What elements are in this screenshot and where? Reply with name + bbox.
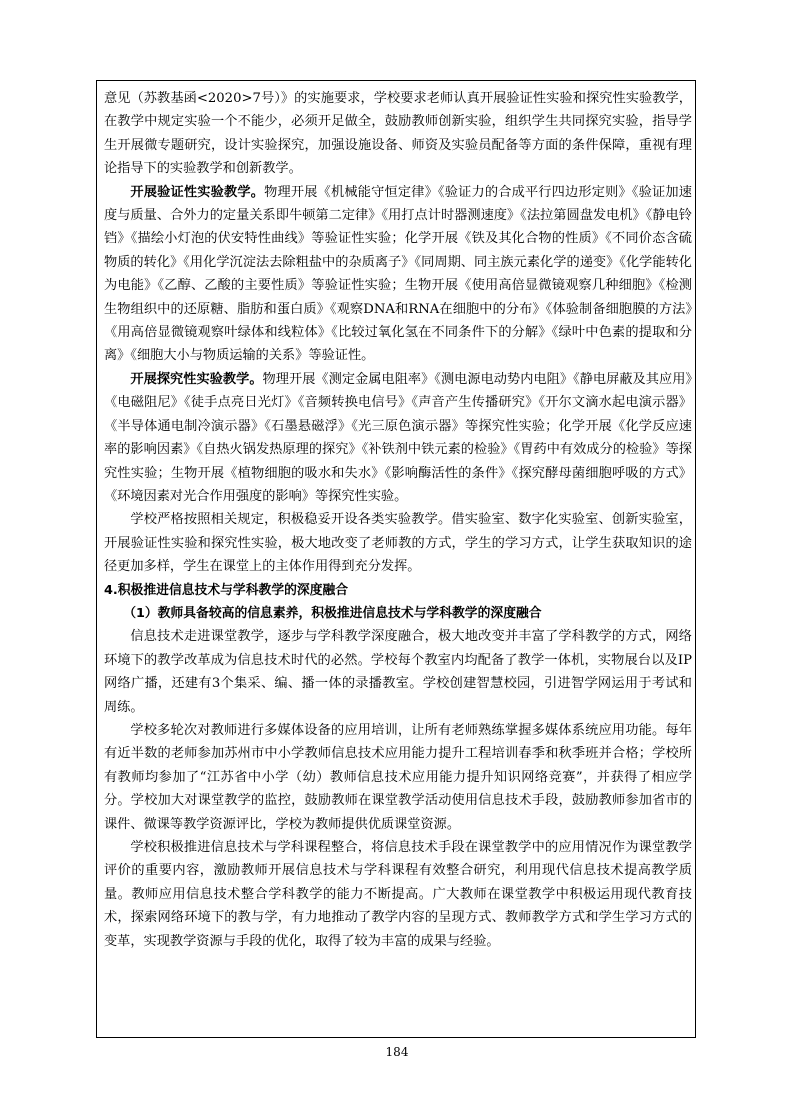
paragraph-teacher-training: 学校多轮次对教师进行多媒体设备的应用培训，让所有老师熟练掌握多媒体系统应用功能。每年有近半数的老师参加苏州市中小学教师信息技术应用能力提升工程培训春季和秋季班并合格；学校所有教师均参加了“江苏省中小学（幼）教师信息技术应用能力提升知识网络竞赛”，并获得了相应学分。学校加大对课堂教学的监控，鼓励教师在课堂教学活动使用信息技术手段，鼓励教师参加省市的课件、微课等教学资源评比，学校为教师提供优质课堂资源。 — [104, 722, 692, 832]
paragraph-lead: 开展验证性实验教学。 — [130, 184, 265, 200]
subsection-heading: （1）教师具备较高的信息素养，积极推进信息技术与学科教学的深度融合 — [123, 605, 542, 621]
page-number: 184 — [385, 1045, 409, 1059]
paragraph-text: 意见（苏教基函<2020>7号）》的实施要求，学校要求老师认真开展验证性实验和探究性实验教学，在教学中规定实验一个不能少，必须开足做全，鼓励教师创新实验，组织学生共同探究实验，指导学生开展微专题研究，设计实验探究，加强设施设备、师资及实验员配备等方面的条件保障，重视有理论指导下的实验教学和创新教学。 — [104, 91, 692, 177]
section-heading: 4.积极推进信息技术与学科教学的深度融合 — [104, 582, 349, 598]
paragraph-text: 物理开展《机械能守恒定律》《验证力的合成平行四边形定则》《验证加速度与质量、合外力的定量关系即牛顿第二定律》《用打点计时器测速度》《法拉第圆盘发电机》《静电铃铛》《描绘小灯泡的伏安特性曲线》等验证性实验；化学开展《铁及其化合物的性质》《不同价态含硫物质的转化》《用化学沉淀法去除粗盐中的杂质离子》《同周期、同主族元素化学的递变》《化学能转化为电能》《乙醇、乙酸的主要性质》等验证性实验；生物开展《使用高倍显微镜观察几种细胞》《检测生物组织中的还原糖、脂肪和蛋白质》《观察DNA和RNA在细胞中的分布》《体验制备细胞膜的方法》《用高倍显微镜观察叶绿体和线粒体》《比较过氧化氢在不同条件下的分解》《绿叶中色素的提取和分离》《细胞大小与物质运输的关系》等验证性。 — [104, 184, 692, 364]
paragraph-text: 学校严格按照相关规定，积极稳妥开设各类实验教学。借实验室、数字化实验室、创新实验室，开展验证性实验和探究性实验，极大地改变了老师教的方式，学生的学习方式，让学生获取知识的途径更加多样，学生在课堂上的主体作用得到充分发挥。 — [104, 512, 692, 575]
paragraph-lead: 开展探究性实验教学。 — [130, 371, 263, 387]
paragraph-text: 物理开展《测定金属电阻率》《测电源电动势内电阻》《静电屏蔽及其应用》《电磁阻尼》《徒手点亮日光灯》《音频转换电信号》《声音产生传播研究》《开尔文滴水起电演示器》《半导体通电制冷演示器》《石墨悬磁浮》《光三原色演示器》等探究性实验；化学开展《化学反应速率的影响因素》《自热火锅发热原理的探究》《补铁剂中铁元素的检验》《胃药中有效成分的检验》等探究性实验；生物开展《植物细胞的吸水和失水》《影响酶活性的条件》《探究酵母菌细胞呼吸的方式》《环境因素对光合作用强度的影响》等探究性实验。 — [104, 371, 693, 504]
paragraph-curriculum-integration: 学校积极推进信息技术与学科课程整合，将信息技术手段在课堂教学中的应用情况作为课堂教学评价的重要内容，激励教师开展信息技术与学科课程有效整合研究，利用现代信息技术提高教学质量。教师应用信息技术整合学科教学的能力不断提高。广大教师在课堂教学中积极运用现代教育技术，探索网络环境下的教与学，有力地推动了教学内容的呈现方式、教师教学方式和学生学习方式的变革，实现教学资源与手段的优化，取得了较为丰富的成果与经验。 — [104, 840, 692, 949]
paragraph-it-integration: 信息技术走进课堂教学，逐步与学科教学深度融合，极大地改变并丰富了学科教学的方式，网络环境下的教学改革成为信息技术时代的必然。学校每个教室内均配备了教学一体机，实物展台以及IP网络广播，还建有3个集采、编、播一体的录播教室。学校创建智慧校园，引进智学网运用于考试和周练。 — [104, 629, 692, 715]
paragraph-verification-experiments — [104, 181, 692, 368]
document-body — [104, 87, 692, 953]
paragraph-experiment-summary — [104, 508, 692, 578]
paragraph-continuation — [104, 87, 692, 181]
paragraph-inquiry-experiments — [104, 368, 692, 508]
